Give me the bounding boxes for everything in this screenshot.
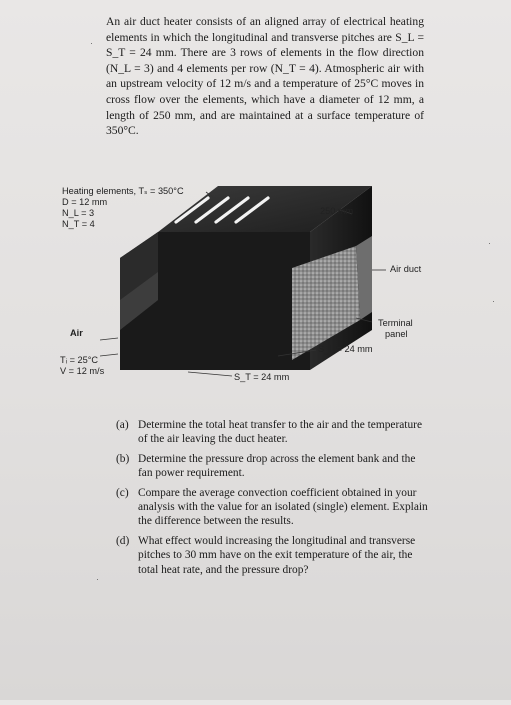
question-a: [116, 418, 428, 447]
label-inlet-temp: Tᵢ = 25°C: [60, 355, 99, 365]
question-text: Determine the pressure drop across the element bank and the fan power requirement.: [138, 452, 416, 480]
question-number: (b): [116, 452, 130, 465]
label-nt: N_T = 4: [62, 219, 95, 229]
label-velocity: V = 12 m/s: [60, 366, 105, 376]
air-arrow-2: [100, 354, 118, 356]
label-st: S_T = 24 mm: [234, 372, 290, 382]
question-d: [116, 534, 428, 577]
pointer-st: [188, 372, 232, 376]
question-list: [116, 418, 428, 582]
question-text: Compare the average convection coefficient obtained in your analysis with the value for an isolated (single) element. Explain the difference between the results.: [138, 486, 428, 528]
label-air: Air: [70, 328, 83, 338]
stray-mark: ·: [96, 574, 99, 584]
label-terminal: Terminal: [378, 318, 413, 328]
question-b: [116, 452, 428, 481]
stray-mark: ·: [492, 296, 495, 306]
question-number: (c): [116, 486, 129, 499]
label-panel: panel: [385, 329, 408, 339]
stray-mark: ·: [90, 38, 93, 48]
question-text: Determine the total heat transfer to the air and the temperature of the air leaving the duct heater.: [138, 419, 423, 446]
stray-mark: ·: [488, 238, 491, 248]
question-number: (a): [116, 419, 129, 431]
problem-statement: An air duct heater consists of an aligned array of electrical heating elements in which the longitudinal and transverse pitches are S_L = S_T = 24 mm. There are 3 rows of elements in the flow direction (N_L = 3) and 4 elements per row (N_T = 4). Atmospheric air with an upstream velocity of 12 m/s and a temperature of 25°C moves in cross flow over the elements, which have a diameter of 12 mm, a length of 250 mm, and are maintained at a surface temperature of 350°C.: [106, 15, 424, 138]
question-number: (d): [116, 534, 130, 547]
label-length: 250 mm: [320, 206, 354, 216]
question-c: [116, 486, 428, 529]
question-text: What effect would increasing the longitudinal and transverse pitches to 30 mm have on the exit temperature of the air, the total heat rate, and the pressure drop?: [138, 534, 416, 576]
label-air-duct: Air duct: [390, 264, 422, 274]
label-heating-elements: Heating elements, Tₛ = 350°C: [62, 186, 184, 196]
label-nl: N_L = 3: [62, 208, 95, 218]
label-diameter: D = 12 mm: [62, 197, 108, 207]
air-arrow: [100, 338, 118, 340]
label-sl: S_L = 24 mm: [318, 344, 373, 354]
